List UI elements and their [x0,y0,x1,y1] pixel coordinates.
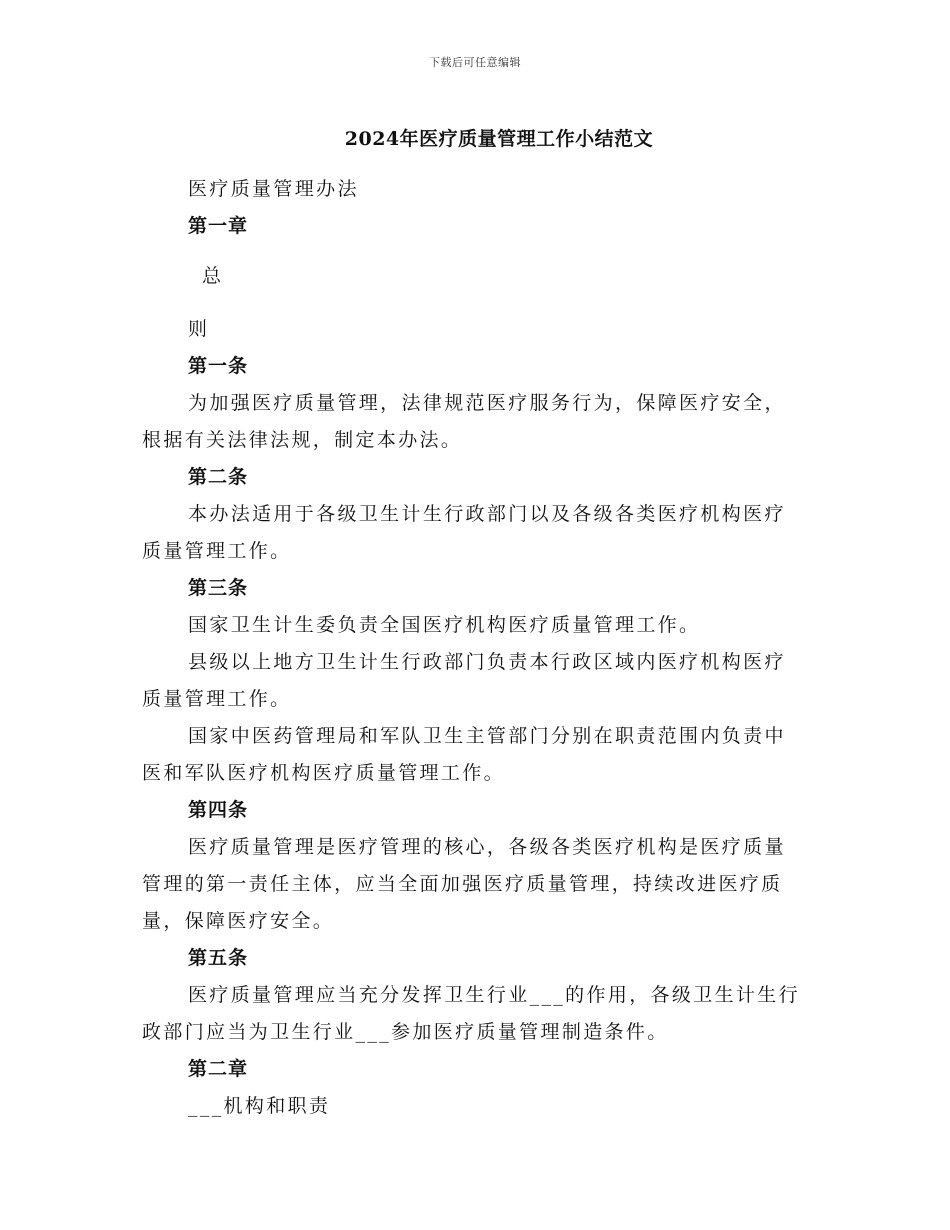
article-3-line: 国家卫生计生委负责全国医疗机构医疗质量管理工作。 [188,614,701,636]
article-3-line: 质量管理工作。 [142,688,292,710]
spacer [142,295,810,311]
article-3-line: 医和军队医疗机构医疗质量管理工作。 [142,762,505,784]
header-note: 下载后可任意编辑 [429,56,521,69]
article-3-line: 国家中医药管理局和军队卫生主管部门分别在职责范围内负责中 [188,725,786,747]
article-4-line: 量，保障医疗安全。 [142,910,335,932]
chapter-2-heading: 第二章 [188,1058,249,1080]
chapter-1-name-part-2: 则 [188,318,210,340]
article-1-line: 为加强医疗质量管理，法律规范医疗服务行为，保障医疗安全， [188,392,786,414]
article-5-line: 医疗质量管理应当充分发挥卫生行业___的作用，各级卫生计生行 [188,984,801,1006]
article-5-line: 政部门应当为卫生行业___参加医疗质量管理制造条件。 [142,1021,669,1043]
document-subtitle: 医疗质量管理办法 [188,178,359,200]
document-body [142,171,810,1125]
article-5-heading: 第五条 [188,947,249,969]
article-3-heading: 第三条 [188,577,249,599]
article-1-line: 根据有关法律法规，制定本办法。 [142,429,463,451]
article-1-heading: 第一条 [188,355,249,377]
article-2-line: 本办法适用于各级卫生计生行政部门以及各级各类医疗机构医疗 [188,503,786,525]
article-2-heading: 第二条 [188,466,249,488]
article-4-heading: 第四条 [188,799,249,821]
article-4-line: 医疗质量管理是医疗管理的核心，各级各类医疗机构是医疗质量 [188,836,786,858]
spacer [142,245,810,258]
article-4-line: 管理的第一责任主体，应当全面加强医疗质量管理，持续改进医疗质 [142,873,783,895]
article-3-line: 县级以上地方卫生计生行政部门负责本行政区域内医疗机构医疗 [188,651,786,673]
article-2-line: 质量管理工作。 [142,540,292,562]
chapter-1-name-part-1: 总 [202,265,224,287]
chapter-2-name: ___机构和职责 [188,1095,331,1117]
page-title: 2024年医疗质量管理工作小结范文 [344,128,654,150]
chapter-1-heading: 第一章 [188,215,249,237]
